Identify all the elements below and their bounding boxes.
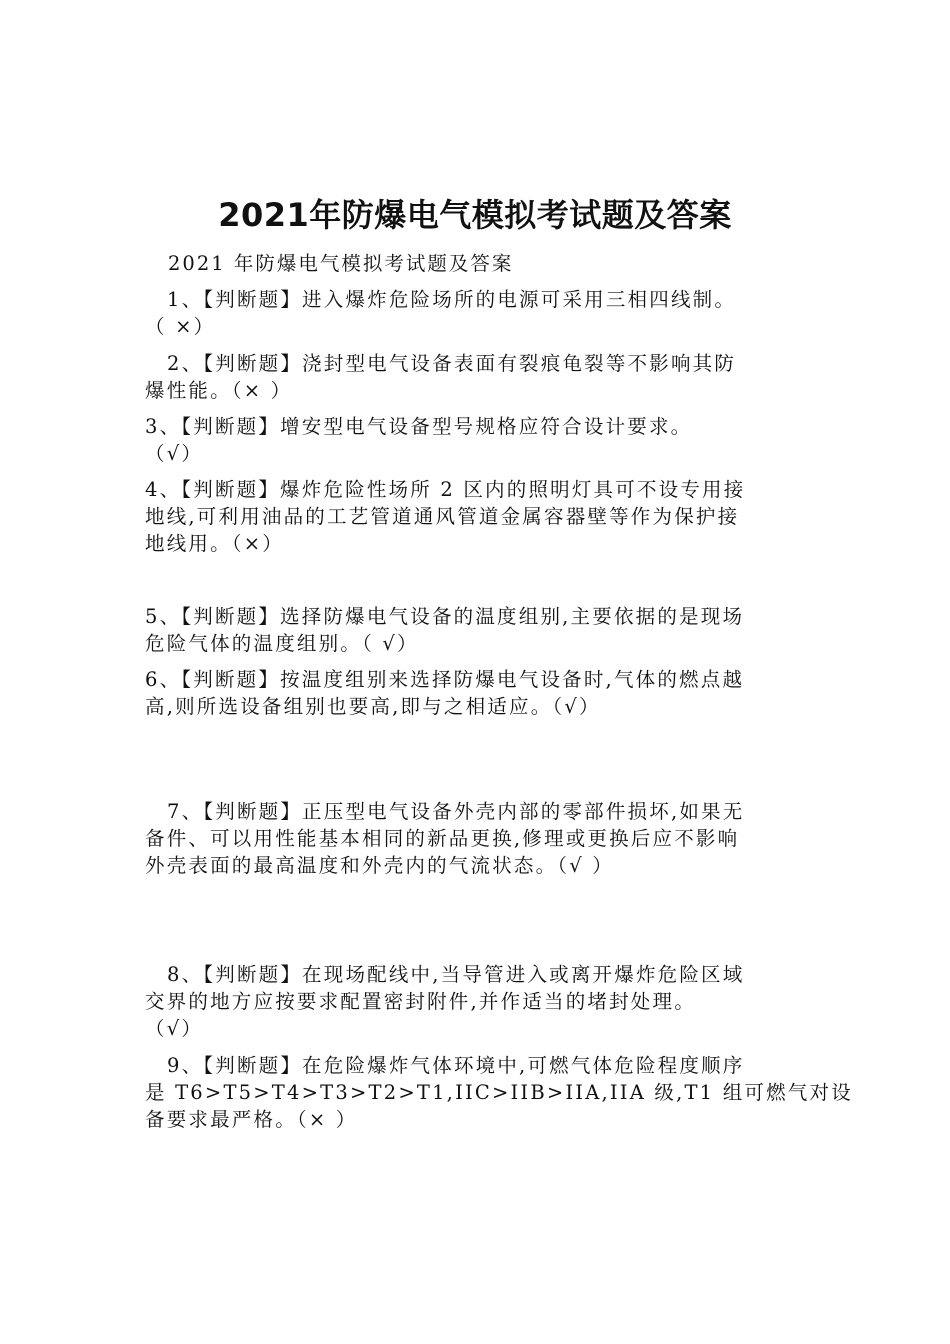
document-title: 2021年防爆电气模拟考试题及答案 [218,196,732,234]
question-line: 8、【判断题】在现场配线中,当导管进入或离开爆炸危险区域 [167,963,745,986]
question-8 [145,961,807,1042]
question-line: （√） [145,1017,204,1040]
question-line: 7、【判断题】正压型电气设备外壳内部的零部件损坏,如果无 [167,800,745,823]
question-line: （ ×） [145,315,216,338]
question-9 [145,1052,853,1133]
question-line: （√） [145,442,204,465]
question-line: 是 T6>T5>T4>T3>T2>T1,IIC>IIB>IIA,IIA 级,T1 组可燃气对设 [145,1081,853,1104]
question-line: 外壳表面的最高温度和外壳内的气流状态。（√ ） [145,854,614,877]
question-line: 1、【判断题】进入爆炸危险场所的电源可采用三相四线制。 [167,288,737,311]
question-5 [145,603,807,657]
question-2 [145,350,807,404]
question-line: 5、【判断题】选择防爆电气设备的温度组别,主要依据的是现场 [145,605,745,628]
question-line: 3、【判断题】增安型电气设备型号规格应符合设计要求。 [145,415,693,438]
question-7 [145,798,807,879]
question-line: 6、【判断题】按温度组别来选择防爆电气设备时,气体的燃点越 [145,668,745,691]
document-subtitle: 2021 年防爆电气模拟考试题及答案 [168,252,514,275]
question-line: 备件、可以用性能基本相同的新品更换,修理或更换后应不影响 [145,827,740,850]
question-line: 高,则所选设备组别也要高,即与之相适应。（√） [145,695,601,718]
question-line: 9、【判断题】在危险爆炸气体环境中,可燃气体危险程度顺序 [167,1054,745,1077]
question-line: 地线用。（×） [145,532,284,555]
question-line: 爆性能。（× ） [145,379,293,402]
question-1 [145,286,807,340]
question-line: 备要求最严格。（× ） [145,1108,358,1131]
question-3 [145,413,807,467]
question-4 [145,476,807,557]
question-6 [145,666,807,720]
question-line: 地线,可利用油品的工艺管道通风管道金属容器壁等作为保护接 [145,505,740,528]
question-line: 交界的地方应按要求配置密封附件,并作适当的堵封处理。 [145,990,696,1013]
question-line: 4、【判断题】爆炸危险性场所 2 区内的照明灯具可不设专用接 [145,478,746,501]
question-line: 危险气体的温度组别。（ √） [145,632,419,655]
question-line: 2、【判断题】浇封型电气设备表面有裂痕龟裂等不影响其防 [167,352,737,375]
